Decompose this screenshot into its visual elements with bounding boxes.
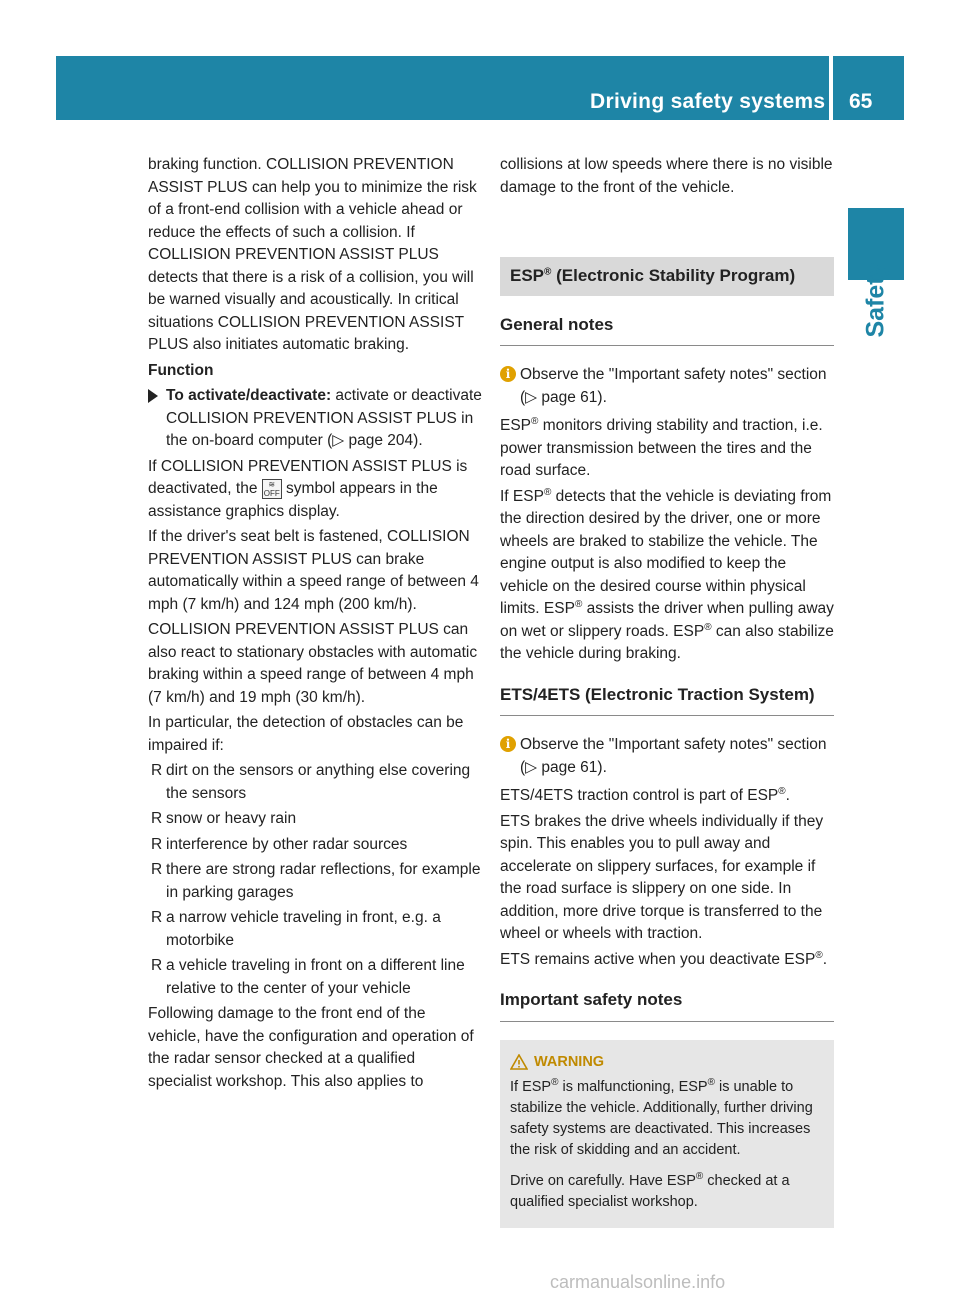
list-item (148, 907, 482, 952)
esp-paragraph-2: If ESP® detects that the vehicle is deviating from the direction desired by the driver, one or more wheels are braked to stabilize the vehicle. The engine output is also modified to keep the vehicle on the desired course within physical limits. ESP® assists the driver when pulling away on wet or slippery roads. ESP® can also stabilize the vehicle during braking. (500, 486, 834, 662)
impaired-intro: In particular, the detection of obstacles can be impaired if: (148, 714, 464, 754)
registered-mark: ® (544, 266, 552, 278)
continuation-paragraph: collisions at low speeds where there is no visible damage to the front of the vehicle. (500, 156, 833, 196)
list-item (148, 760, 482, 805)
info-icon: i (500, 736, 516, 752)
warning-triangle-icon (510, 1054, 528, 1070)
deactivated-paragraph (148, 456, 482, 524)
header-separator (829, 56, 833, 120)
watermark: carmanualsonline.info (550, 1272, 726, 1292)
intro-paragraph: braking function. COLLISION PREVENTION ASSIST PLUS can help you to minimize the risk of a front-end collision with a vehicle ahead or reduce the effects of such a collision. If COLLISION PREVENTION ASSIST PLUS detects that there is a risk of a collision, you will be warned visually and acoustically. In critical situations COLLISION PREVENTION ASSIST PLUS also initiates automatic braking. (148, 156, 477, 353)
bullet-icon: R (151, 909, 163, 926)
bullet-icon: R (151, 957, 163, 974)
ets-paragraph-3: ETS remains active when you deactivate ESP®. (500, 949, 828, 968)
right-column (500, 154, 834, 1228)
seatbelt-paragraph: If the driver's seat belt is fastened, COLLISION PREVENTION ASSIST PLUS can brake automatically within a speed range of between 4 mph (7 km/h) and 124 mph (200 km/h). (148, 528, 479, 613)
info-note (500, 364, 834, 409)
step-label: To activate/deactivate: (166, 387, 332, 404)
bullet-icon: R (151, 810, 163, 827)
list-item-text: a narrow vehicle traveling in front, e.g. a motorbike (166, 909, 441, 949)
info-note-text: Observe the "Important safety notes" section (▷ page 61). (520, 736, 827, 776)
warning-box (500, 1040, 834, 1228)
list-item-text: there are strong radar reflections, for example in parking garages (166, 861, 481, 901)
info-note-text: Observe the "Important safety notes" section (▷ page 61). (520, 366, 827, 406)
list-item (148, 955, 482, 1000)
ets-paragraph-1: ETS/4ETS traction control is part of ESP®. (500, 785, 790, 804)
warning-paragraph-1: If ESP® is malfunctioning, ESP® is unable to stabilize the vehicle. Additionally, further driving safety systems are deactivated. This increases the risk of skidding and an accident. (510, 1076, 813, 1158)
step-text: activate or deactivate COLLISION PREVENTION ASSIST PLUS in the on-board computer (▷ page 204). (166, 387, 482, 449)
esp-band-text-b: (Electronic Stability Program) (551, 266, 796, 285)
esp-section-band (500, 257, 834, 296)
ets-paragraph-2: ETS brakes the drive wheels individually if they spin. This enables you to pull away and accelerate on slippery surfaces, for example if the road surface is slippery on one side. In addition, more drive torque is transferred to the wheel or wheels with traction. (500, 812, 824, 942)
warning-header (510, 1052, 824, 1073)
deactivated-text-b: symbol appears in the assistance graphics display. (148, 480, 438, 520)
bullet-icon: R (151, 835, 163, 853)
bullet-icon: R (151, 762, 163, 779)
list-item (148, 834, 482, 857)
esp-band-text-a: ESP (510, 266, 545, 285)
list-item-text: interference by other radar sources (166, 835, 408, 853)
info-note (500, 734, 834, 779)
stationary-paragraph: COLLISION PREVENTION ASSIST PLUS can also react to stationary obstacles with automatic braking within a speed range of between 4 mph (7 km/h) and 19 mph (30 km/h). (148, 621, 478, 706)
info-icon: i (500, 366, 516, 382)
step-arrow-icon (148, 389, 158, 403)
list-item (148, 859, 482, 904)
warning-paragraph-2: Drive on carefully. Have ESP® checked at a qualified specialist workshop. (510, 1170, 790, 1210)
deactivated-text-a: If COLLISION PREVENTION ASSIST PLUS is deactivated, the (148, 457, 468, 497)
list-item-text: a vehicle traveling in front on a different line relative to the center of your vehicle (166, 957, 465, 997)
important-safety-heading: Important safety notes (500, 989, 834, 1022)
list-item-text: dirt on the sensors or anything else covering the sensors (166, 762, 471, 802)
collision-prevention-off-icon: ≋ OFF (263, 480, 280, 498)
header-title: Driving safety systems (590, 90, 826, 113)
list-item (148, 808, 482, 831)
list-item-text: snow or heavy rain (166, 810, 297, 827)
damage-paragraph: Following damage to the front end of the vehicle, have the configuration and operation of the radar sensor checked at a qualified specialist workshop. This also applies to (148, 1005, 474, 1090)
bullet-icon: R (151, 861, 163, 878)
general-notes-heading: General notes (500, 314, 834, 347)
left-column (148, 154, 482, 1096)
ets-heading: ETS/4ETS (Electronic Traction System) (500, 684, 834, 717)
activate-step (148, 385, 482, 453)
page-number: 65 (849, 90, 873, 113)
esp-paragraph-1: ESP® monitors driving stability and traction, i.e. power transmission between the tires and the road surface. (500, 415, 823, 479)
section-tab-label: Safety (861, 262, 890, 338)
function-heading: Function (148, 361, 214, 379)
warning-label: WARNING (534, 1053, 605, 1070)
